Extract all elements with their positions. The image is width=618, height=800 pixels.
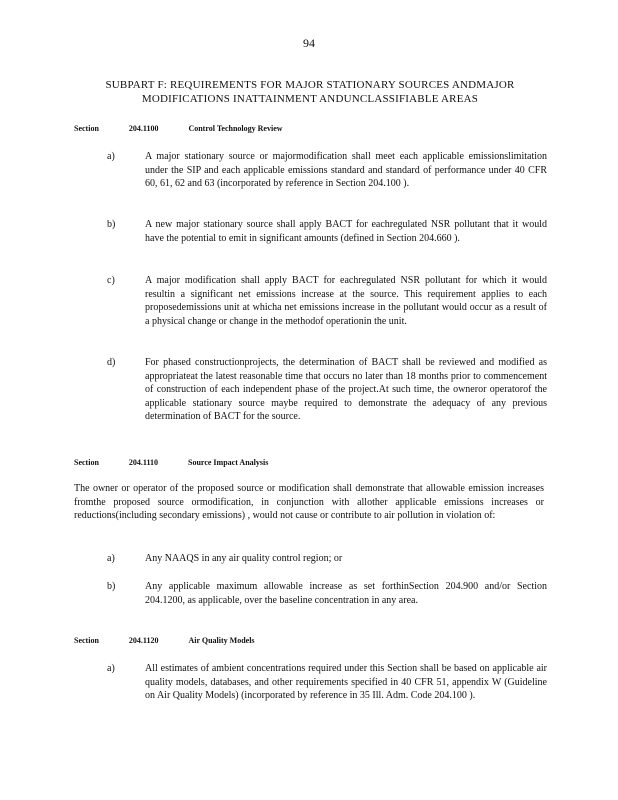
item-label: a) bbox=[107, 663, 115, 674]
item-text: Any applicable maximum allowable increase as set forthinSection 204.900 and/or Section 204.1200, as applicable, over the baseline concentration in any area. bbox=[145, 581, 547, 606]
section-number: 204.1100 bbox=[128, 124, 159, 133]
item-label: b) bbox=[107, 581, 116, 592]
subpart-title-line-1: SUBPART F: REQUIREMENTS FOR MAJOR STATIONARY SOURCES ANDMAJOR bbox=[105, 79, 515, 91]
item-label: c) bbox=[107, 275, 115, 286]
section-number: 204.1120 bbox=[128, 636, 159, 645]
item-text: A major stationary source or majormodification shall meet each applicable emissionslimitation under the SIP and each applicable emissions standard and standard of performance under 40 CFR 60, 61, 62 and 63 (incorporated by reference in Section 204.100 ). bbox=[145, 151, 547, 189]
section-label: Section bbox=[74, 636, 99, 645]
list-item bbox=[107, 356, 547, 424]
subpart-title-line-2: MODIFICATIONS INATTAINMENT ANDUNCLASSIFIABLE AREAS bbox=[141, 93, 479, 105]
item-text: A major modification shall apply BACT for eachregulated NSR pollutant for which it would resultin a significant net emissions increase at the source. This requirement applies to each proposedemissions unit at whicha net emissions increase in the pollutant would occur as a result of a physical change or change in the methodof operationin the unit. bbox=[145, 275, 547, 327]
section-title: Control Technology Review bbox=[188, 124, 283, 133]
subpart-title bbox=[60, 78, 560, 106]
list-item bbox=[107, 580, 547, 607]
section-label: Section bbox=[74, 124, 99, 133]
section-title: Source Impact Analysis bbox=[188, 458, 269, 467]
page-number: 94 bbox=[303, 36, 315, 50]
item-label: d) bbox=[107, 357, 116, 368]
section-heading-204-1120 bbox=[74, 636, 255, 645]
item-label: a) bbox=[107, 151, 115, 162]
list-item bbox=[107, 218, 547, 245]
section-title: Air Quality Models bbox=[188, 636, 255, 645]
list-item bbox=[107, 150, 547, 191]
list-item bbox=[107, 274, 547, 328]
section-number: 204.1110 bbox=[128, 458, 159, 467]
section-intro-paragraph: The owner or operator of the proposed source or modification shall demonstrate that allowable emission increases fromthe proposed source ormodification, in conjunction with allother applicable emissions increases or reductions(including secondary emissions) , would not cause or contribute to air pollution in violation of: bbox=[74, 483, 544, 521]
section-label: Section bbox=[74, 458, 99, 467]
list-item bbox=[107, 552, 547, 566]
section-heading-204-1110 bbox=[74, 458, 268, 467]
item-text: For phased constructionprojects, the determination of BACT shall be reviewed and modified as appropriateat the latest reasonable time that occurs no later than 18 months prior to commencement of construction of each independent phase of the project.At such time, the owneror operatorof the applicable stationary source maybe required to demonstrate the adequacy of any previous determination of BACT for the source. bbox=[145, 357, 547, 422]
item-text: Any NAAQS in any air quality control region; or bbox=[145, 553, 343, 564]
item-text: A new major stationary source shall apply BACT for eachregulated NSR pollutant that it would have the potential to emit in significant amounts (defined in Section 204.660 ). bbox=[145, 219, 547, 244]
section-heading-204-1100 bbox=[74, 124, 283, 133]
item-text: All estimates of ambient concentrations required under this Section shall be based on applicable air quality models, databases, and other requirements specified in 40 CFR 51, appendix W (Guideline on Air Quality Models) (incorporated by reference in 35 Ill. Adm. Code 204.100 ). bbox=[145, 663, 547, 701]
item-label: a) bbox=[107, 553, 115, 564]
item-label: b) bbox=[107, 219, 116, 230]
list-item bbox=[107, 662, 547, 703]
